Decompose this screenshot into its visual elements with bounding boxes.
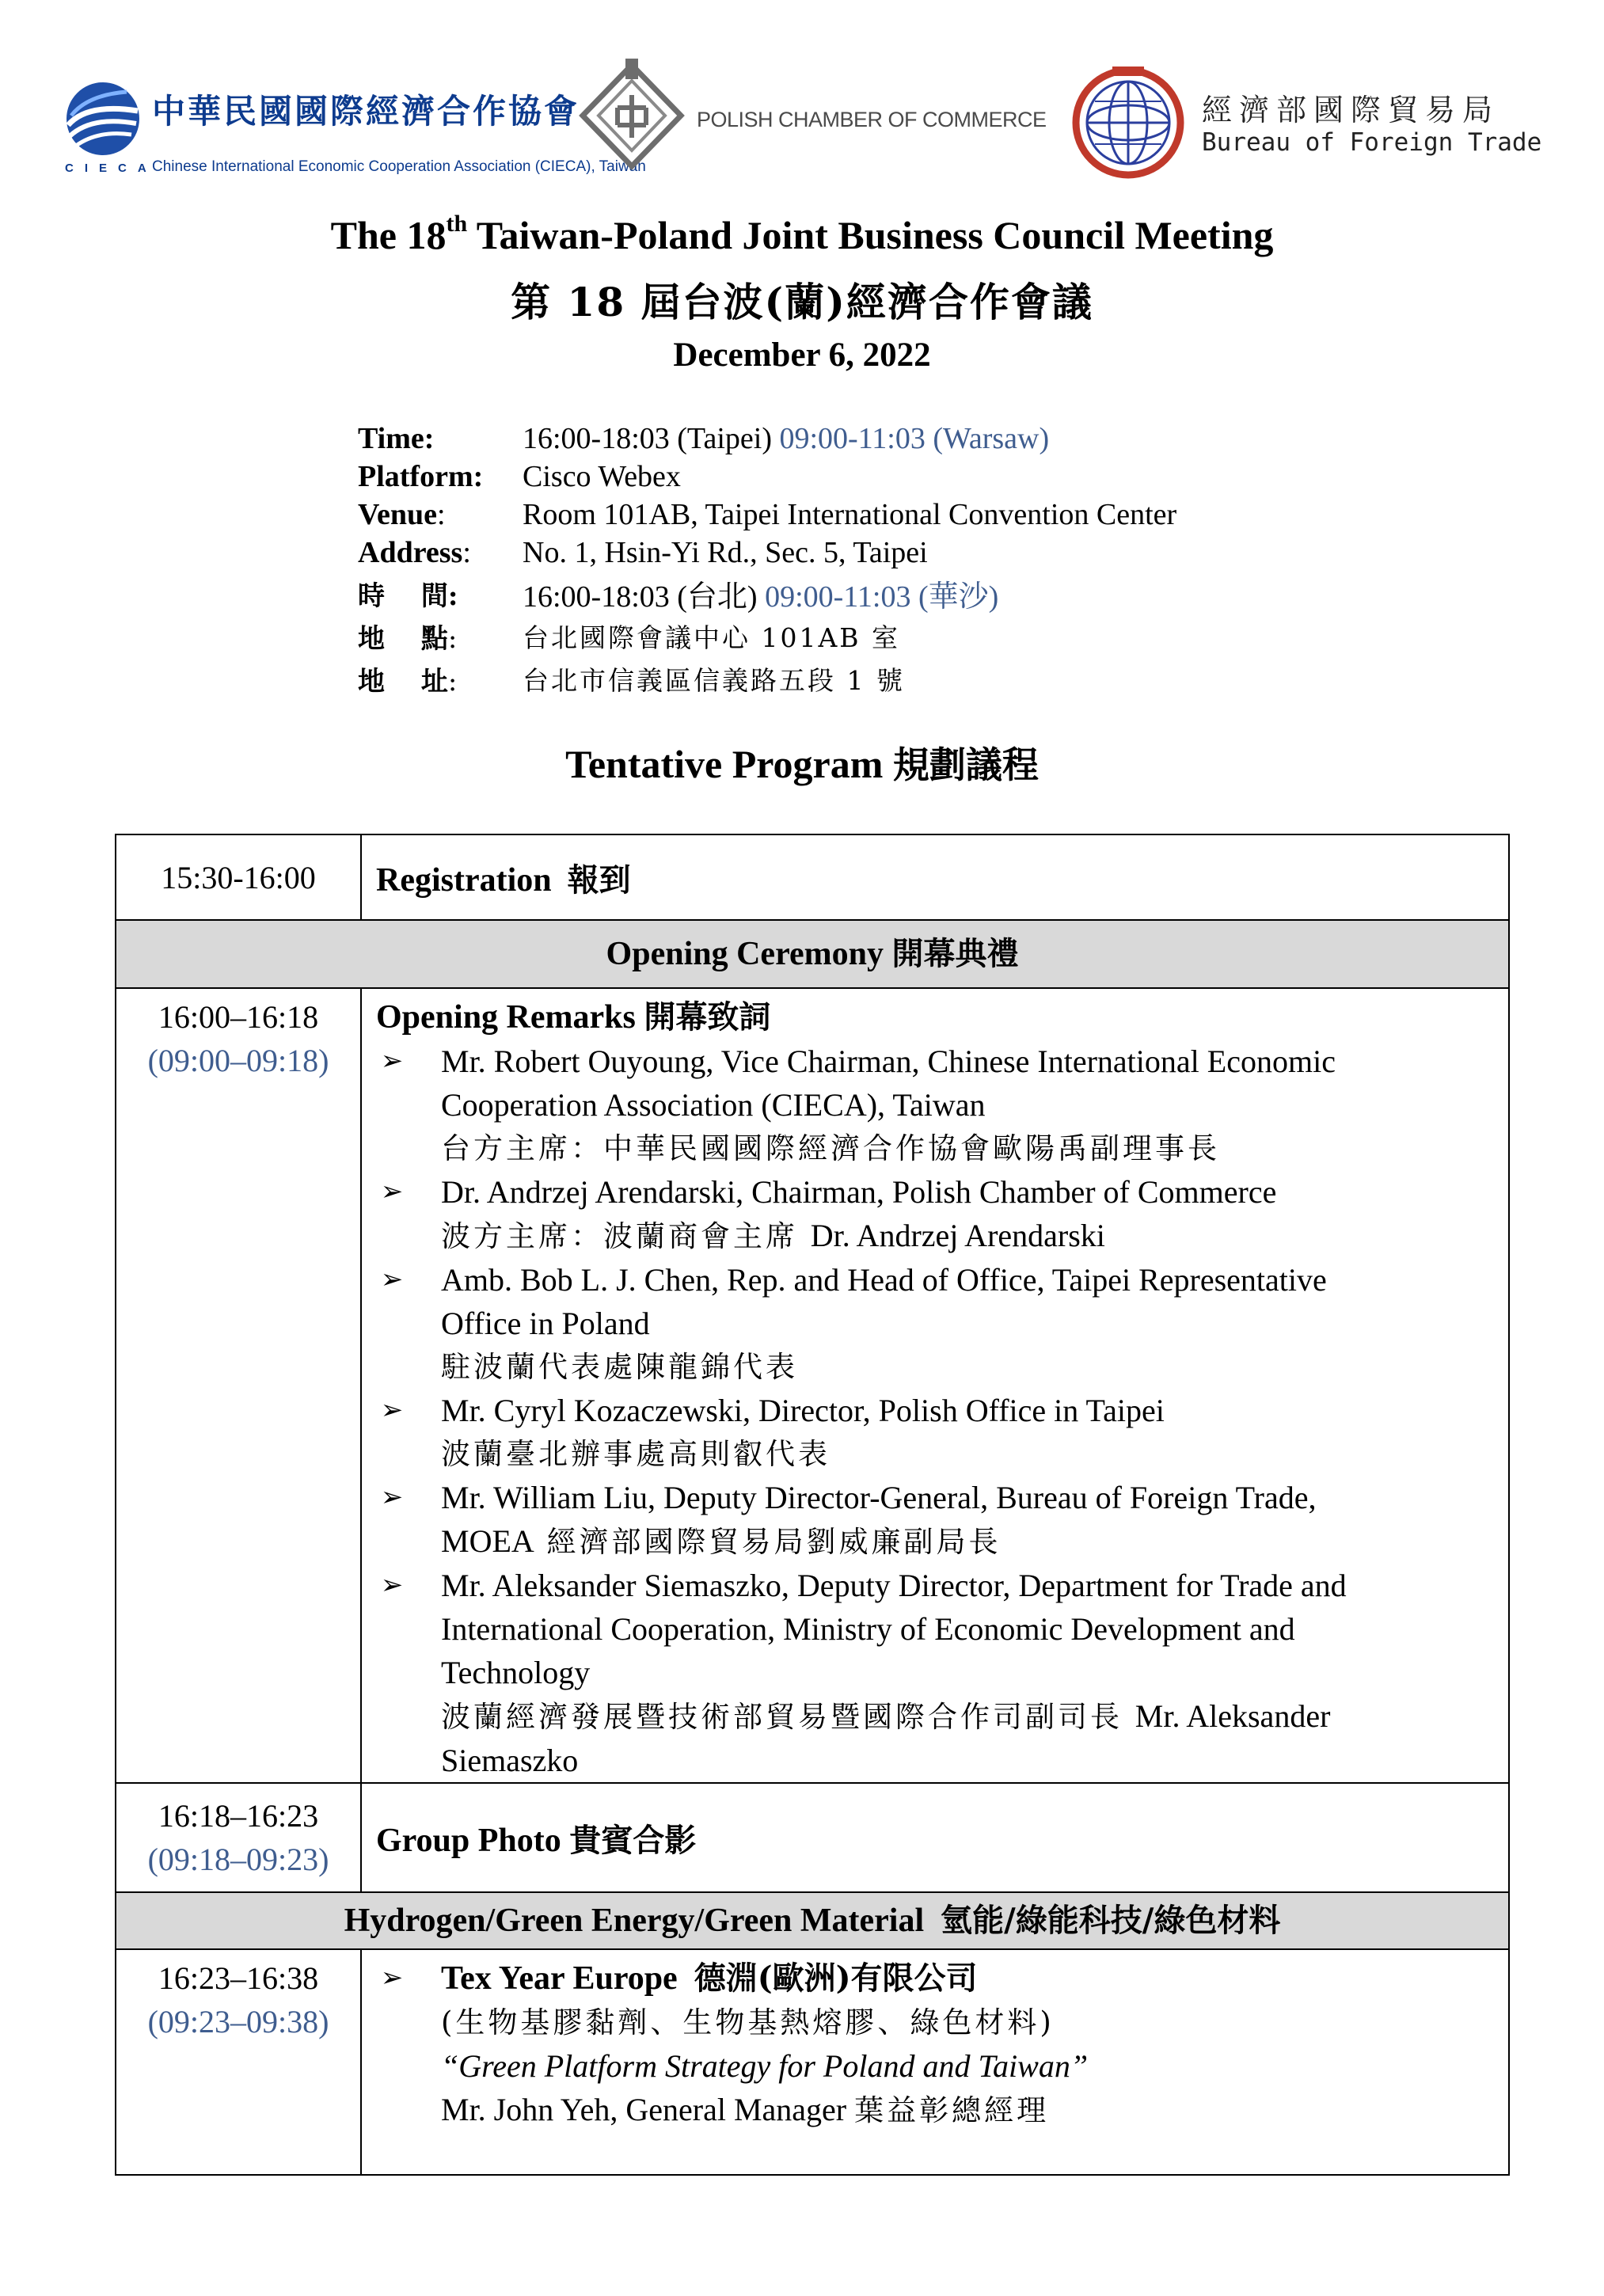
agenda-row-group-photo [116, 1783, 1509, 1892]
time-zh-label: 時 間: [358, 580, 458, 612]
address-label: Address [358, 536, 463, 569]
tex-time-warsaw: (09:23–09:38) [147, 2004, 329, 2039]
title-suffix: Taiwan-Poland Joint Business Council Meeting [467, 213, 1274, 257]
arrow-bullet-icon: ➢ [380, 1394, 404, 1426]
company-en: Tex Year Europe [441, 1960, 678, 1997]
info-time [358, 420, 1466, 458]
venue-value: Room 101AB, Taipei International Convention Center [523, 498, 1177, 531]
section-opening-ceremony [116, 920, 1509, 988]
arrow-bullet-icon: ➢ [380, 1481, 404, 1513]
bft-name-en: Bureau of Foreign Trade [1202, 128, 1542, 157]
speaker-item [376, 1476, 1494, 1564]
company-zh: 德淵(歐洲)有限公司 [694, 1960, 978, 1997]
cieca-logo [63, 71, 646, 175]
cieca-wave-icon [63, 79, 143, 158]
info-platform [358, 458, 1466, 496]
arrow-bullet-icon: ➢ [380, 1045, 404, 1077]
program-title-en: Tentative Program [565, 742, 884, 786]
agenda-row-tex-year [116, 1949, 1509, 2175]
speaker-zh-line: 駐波蘭代表處陳龍錦代表 [441, 1350, 798, 1384]
logo-bar [0, 55, 1604, 174]
tex-time: 16:23–16:38 [158, 1960, 319, 1996]
bft-globe-icon [1069, 63, 1188, 182]
meeting-title-zh: 第 18 屆台波(蘭)經濟合作會議 [511, 279, 1093, 325]
speaker-en-line: Technology [441, 1655, 591, 1690]
speaker-en-line: Amb. Bob L. J. Chen, Rep. and Head of Office, Taipei Representative [441, 1262, 1327, 1298]
speaker-en-prefix: MOEA [441, 1523, 534, 1559]
arrow-bullet-icon: ➢ [380, 1176, 404, 1207]
title-superscript: th [446, 211, 468, 238]
meeting-date: December 6, 2022 [673, 336, 931, 374]
products-zh: (生物基膠黏劑、生物基熱熔膠、綠色材料) [441, 2005, 1055, 2039]
cieca-name-zh: 中華民國國際經濟合作協會 [152, 92, 580, 131]
green-section-zh: 氫能/綠能科技/綠色材料 [941, 1902, 1281, 1939]
registration-label-en: Registration [376, 862, 552, 899]
speaker-zh-line [441, 1519, 1494, 1564]
polish-chamber-emblem-icon [576, 59, 687, 177]
speaker-en-line: Mr. Aleksander Siemaszko, Deputy Director, Department for Trade and [441, 1568, 1347, 1603]
address-zh-label: 地 址 [358, 665, 448, 698]
polish-chamber-logo [576, 59, 1051, 177]
venue-zh-value: 台北國際會議中心 101AB 室 [523, 622, 901, 653]
green-section-en: Hydrogen/Green Energy/Green Material [344, 1903, 925, 1939]
group-photo-label-zh: 貴賓合影 [569, 1822, 697, 1859]
opening-section-en: Opening Ceremony [606, 936, 884, 972]
arrow-bullet-icon: ➢ [380, 1569, 404, 1601]
time-taipei: 16:00-18:03 (Taipei) [523, 422, 772, 455]
platform-value: Cisco Webex [523, 460, 681, 493]
speaker-zh-text: 波方主席：波蘭商會主席 [441, 1219, 798, 1253]
agenda-table [115, 834, 1510, 2176]
registration-time: 15:30-16:00 [116, 834, 361, 920]
time-warsaw: 09:00-11:03 (Warsaw) [779, 422, 1050, 455]
opening-section-zh: 開幕典禮 [891, 935, 1019, 972]
cieca-abbr: CIECA [65, 162, 158, 175]
arrow-bullet-icon: ➢ [380, 1962, 404, 1994]
program-title [0, 736, 1604, 789]
info-address: Address: No. 1, Hsin-Yi Rd., Sec. 5, Taipei [358, 536, 928, 569]
speaker-zh-en-text: Dr. Andrzej Arendarski [810, 1218, 1105, 1253]
speaker-en-line: Cooperation Association (CIECA), Taiwan [441, 1087, 986, 1123]
speaker-zh-en-text: Mr. Aleksander [1135, 1698, 1331, 1734]
meeting-info [358, 420, 1466, 700]
speaker-zh-line [441, 1694, 1494, 1739]
speaker-zh-line: 波蘭臺北辦事處高則叡代表 [441, 1437, 831, 1471]
arrow-bullet-icon: ➢ [380, 1264, 404, 1295]
speaker-en-line: Office in Poland [441, 1306, 650, 1341]
agenda-row-registration [116, 834, 1509, 920]
photo-time-warsaw: (09:18–09:23) [147, 1842, 329, 1877]
speaker-en: Mr. John Yeh, General Manager [441, 2092, 847, 2127]
speaker-zh-line [441, 1214, 1494, 1258]
agenda-row-opening-remarks [116, 988, 1509, 1783]
address-value: No. 1, Hsin-Yi Rd., Sec. 5, Taipei [523, 536, 928, 569]
talk-title: “Green Platform Strategy for Poland and Taiwan” [441, 2048, 1089, 2084]
section-green-energy [116, 1892, 1509, 1949]
speaker-item [376, 1170, 1494, 1258]
info-address-zh: 地 址: 台北市信義區信義路五段 1 號 [358, 657, 1466, 700]
opening-time-warsaw: (09:00–09:18) [147, 1043, 329, 1078]
group-photo-label-en: Group Photo [376, 1823, 561, 1859]
bft-name-zh: 經濟部國際貿易局 [1202, 93, 1500, 127]
time-label: Time: [358, 422, 435, 455]
opening-time: 16:00–16:18 [158, 999, 319, 1035]
info-time-zh [358, 572, 1466, 614]
speaker-item [376, 1040, 1494, 1170]
speaker-zh: 葉益彰總經理 [854, 2093, 1050, 2127]
opening-remarks-label-zh: 開幕致詞 [644, 998, 771, 1036]
speaker-en-line: Mr. William Liu, Deputy Director-General, Bureau of Foreign Trade, [441, 1480, 1317, 1515]
polish-chamber-name: POLISH CHAMBER OF COMMERCE [697, 108, 1047, 131]
speaker-en-line: Siemaszko [441, 1743, 579, 1778]
speaker-item [376, 1564, 1494, 1782]
speaker-zh-text: 經濟部國際貿易局劉威廉副局長 [546, 1525, 1002, 1559]
presentation-item [376, 1956, 1494, 2132]
cieca-name-en: Chinese International Economic Cooperation Association (CIECA), Taiwan [152, 158, 646, 175]
speaker-item [376, 1258, 1494, 1389]
bft-logo [1069, 63, 1575, 182]
meeting-title [0, 212, 1604, 258]
title-prefix: The 18 [330, 213, 447, 257]
speaker-en-line: Mr. Robert Ouyoung, Vice Chairman, Chinese International Economic [441, 1043, 1336, 1079]
program-title-zh: 規劃議程 [892, 743, 1039, 786]
speaker-item [376, 1389, 1494, 1476]
opening-remarks-label-en: Opening Remarks [376, 999, 636, 1036]
registration-label-zh: 報到 [567, 861, 631, 899]
address-zh-value: 台北市信義區信義路五段 1 號 [523, 664, 905, 696]
venue-zh-label: 地 點 [358, 622, 448, 655]
time-zh-warsaw: 09:00-11:03 (華沙) [765, 580, 999, 614]
info-venue-zh: 地 點: 台北國際會議中心 101AB 室 [358, 614, 1466, 657]
info-venue: Venue: Room 101AB, Taipei International Convention Center [358, 498, 1177, 531]
speaker-en-line: Dr. Andrzej Arendarski, Chairman, Polish Chamber of Commerce [441, 1174, 1277, 1210]
photo-time: 16:18–16:23 [158, 1798, 319, 1834]
speaker-en-line: International Cooperation, Ministry of Economic Development and [441, 1611, 1295, 1647]
speaker-zh-text: 波蘭經濟發展暨技術部貿易暨國際合作司副司長 [441, 1700, 1123, 1734]
platform-label: Platform: [358, 460, 484, 493]
speaker-line [441, 2088, 1494, 2132]
speaker-zh-line: 台方主席：中華民國國際經濟合作協會歐陽禹副理事長 [441, 1131, 1220, 1165]
speaker-en-line: Mr. Cyryl Kozaczewski, Director, Polish Office in Taipei [441, 1393, 1165, 1428]
time-zh-taipei: 16:00-18:03 (台北) [523, 580, 758, 614]
venue-label: Venue [358, 498, 437, 531]
